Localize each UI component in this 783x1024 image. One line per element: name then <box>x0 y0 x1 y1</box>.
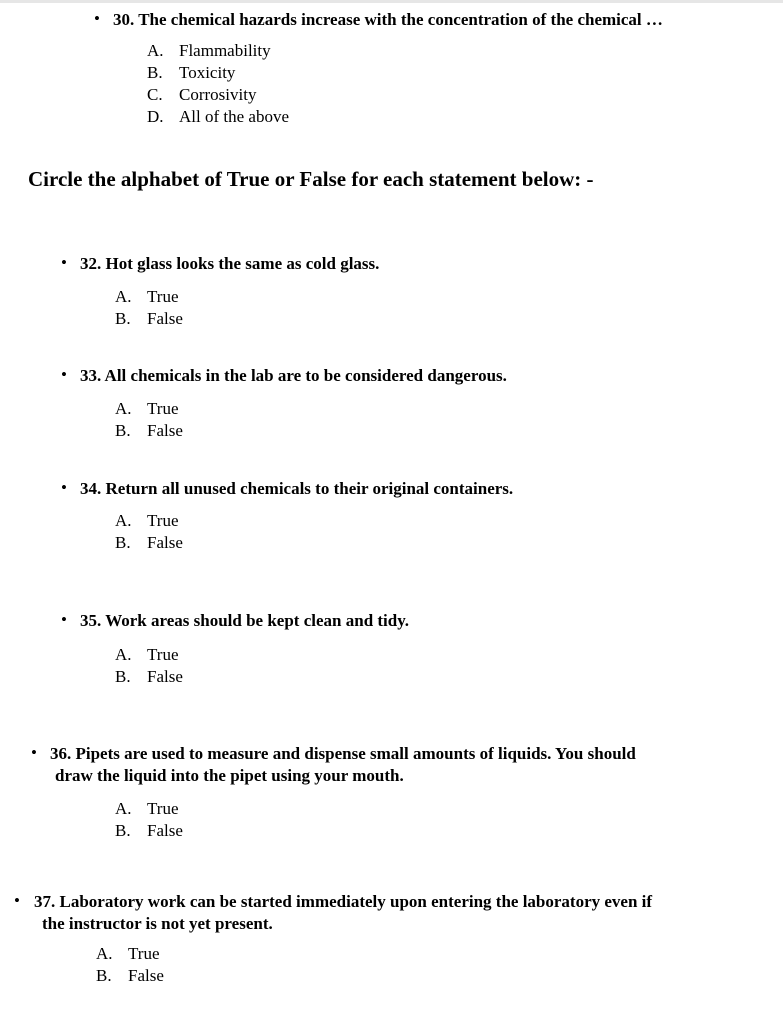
page-top-border <box>0 0 783 3</box>
options-list <box>96 943 164 987</box>
bullet-icon: • <box>14 891 20 910</box>
option-true[interactable]: A. True <box>115 799 179 818</box>
option-false[interactable]: B. False <box>96 966 164 985</box>
option-false[interactable]: B. False <box>115 421 183 440</box>
options-list <box>147 40 289 128</box>
option-true[interactable]: A. True <box>115 511 179 530</box>
options-list <box>115 644 183 688</box>
question-text: 33. All chemicals in the lab are to be considered dangerous. <box>80 366 507 385</box>
option-false[interactable]: B. False <box>115 667 183 686</box>
bullet-icon: • <box>94 9 100 28</box>
question-text: 32. Hot glass looks the same as cold glass. <box>80 254 380 273</box>
bullet-icon: • <box>31 743 37 762</box>
option-c[interactable]: C. Corrosivity <box>147 85 257 104</box>
options-list <box>115 510 183 554</box>
option-d[interactable]: D. All of the above <box>147 107 289 126</box>
option-true[interactable]: A. True <box>115 287 179 306</box>
question-text-line-1: 36. Pipets are used to measure and dispense small amounts of liquids. You should <box>50 744 636 763</box>
option-a[interactable]: A. Flammability <box>147 41 271 60</box>
option-false[interactable]: B. False <box>115 821 183 840</box>
question-text: 30. The chemical hazards increase with the concentration of the chemical … <box>113 10 663 29</box>
option-b[interactable]: B. Toxicity <box>147 63 236 82</box>
bullet-icon: • <box>61 365 67 384</box>
option-true[interactable]: A. True <box>115 399 179 418</box>
section-heading: Circle the alphabet of True or False for each statement below: - <box>28 167 594 191</box>
option-true[interactable]: A. True <box>96 944 160 963</box>
options-list <box>115 286 183 330</box>
question-text-line-2: the instructor is not yet present. <box>42 914 273 933</box>
question-text: 35. Work areas should be kept clean and tidy. <box>80 611 410 630</box>
question-text: 34. Return all unused chemicals to their original containers. <box>80 479 514 498</box>
options-list <box>115 398 183 442</box>
bullet-icon: • <box>61 478 67 497</box>
question-text-line-1: 37. Laboratory work can be started immediately upon entering the laboratory even if <box>34 892 653 911</box>
bullet-icon: • <box>61 610 67 629</box>
question-text-line-2: draw the liquid into the pipet using your mouth. <box>55 766 404 785</box>
bullet-icon: • <box>61 253 67 272</box>
option-false[interactable]: B. False <box>115 309 183 328</box>
options-list <box>115 798 183 842</box>
option-false[interactable]: B. False <box>115 533 183 552</box>
option-true[interactable]: A. True <box>115 645 179 664</box>
